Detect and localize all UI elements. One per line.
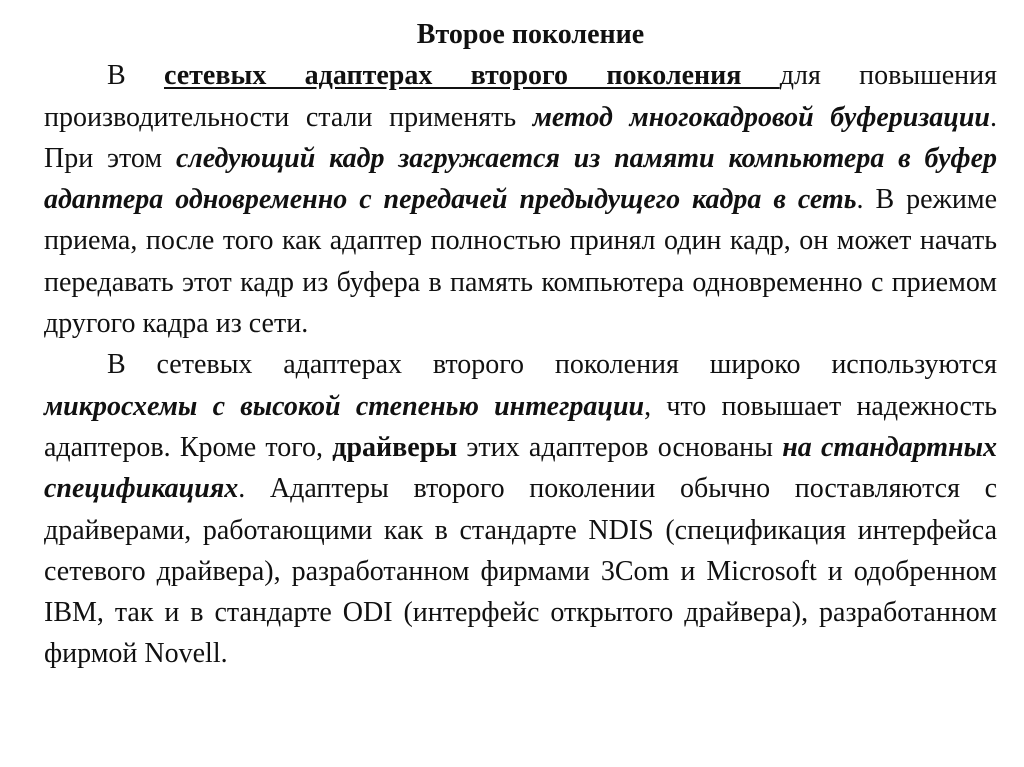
p2-text-4: . Адаптеры второго поколении обычно поставляются с драйверами, работающими как в стандарте NDIS (спецификация интерфейса сетевого драйвера), разработанном фирмами 3Com и Microsoft и одобренном IBM, так и в стандарте ODI (интерфейс открытого драйвера), разработанном фирмой Novell. bbox=[44, 473, 997, 670]
p1-next-frame-emphasis: следующий кадр загружается из памяти компьютера в буфер адаптера одновременно с передачей предыдущего кадра в сеть bbox=[44, 142, 998, 216]
p2-drivers-emphasis: драйверы bbox=[332, 431, 458, 463]
p2-text-2: , что повышает надежность адаптеров. Кроме того, bbox=[44, 390, 997, 463]
p2-text-1: В сетевых адаптерах второго поколения широко используются bbox=[107, 349, 997, 381]
p2-text-3: этих адаптеров основаны bbox=[457, 431, 783, 463]
document-title: Второе поколение bbox=[416, 19, 645, 50]
p1-text-2: . При этом bbox=[44, 101, 998, 174]
p1-text-1: для повышения производительности стали применять bbox=[44, 60, 997, 133]
p1-method-emphasis: метод многокадровой буферизации bbox=[532, 101, 991, 133]
p1-text-3: . В режиме приема, после того как адаптер полностью принял один кадр, он может начать передавать этот кадр из буфера в память компьютера одновременно с приемом другого кадра из сети. bbox=[44, 184, 997, 340]
paragraph-integration-drivers bbox=[44, 344, 997, 674]
p1-lead: В bbox=[107, 60, 164, 92]
document-page bbox=[44, 14, 997, 675]
p2-specs-emphasis: на стандартных спецификациях bbox=[44, 431, 998, 505]
paragraph-multiframe-buffering bbox=[44, 55, 997, 344]
p2-chips-emphasis: микросхемы с высокой степенью интеграции bbox=[44, 390, 645, 422]
p1-term-second-generation: сетевых адаптерах второго поколения bbox=[163, 60, 780, 92]
